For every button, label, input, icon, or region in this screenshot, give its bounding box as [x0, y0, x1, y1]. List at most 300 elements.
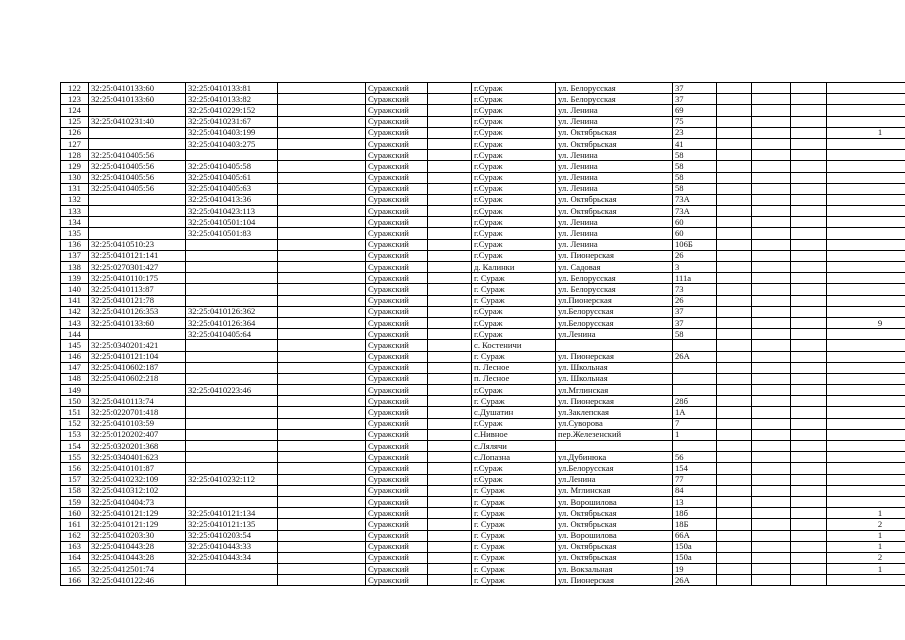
table-row [61, 239, 905, 250]
extra-col-2 [752, 138, 791, 149]
extra-col-3 [791, 105, 827, 116]
district-name: Суражский [366, 194, 428, 205]
extra-col-1 [717, 575, 752, 586]
house-number: 60 [673, 228, 717, 239]
sub-cadastral-number [186, 418, 278, 429]
sub-cadastral-number [186, 340, 278, 351]
street-name: ул. Ленина [556, 183, 673, 194]
extra-col-3 [791, 194, 827, 205]
blank-col-2 [428, 239, 472, 250]
extra-col-3 [791, 396, 827, 407]
district-name: Суражский [366, 306, 428, 317]
extra-col-2 [752, 194, 791, 205]
row-number: 135 [61, 228, 89, 239]
extra-col-2 [752, 239, 791, 250]
cadastral-number: 32:25:0410203:30 [89, 530, 186, 541]
blank-col [278, 329, 366, 340]
table-row [61, 463, 905, 474]
table-row [61, 317, 905, 328]
sub-cadastral-number: 32:25:0410423:113 [186, 206, 278, 217]
house-number: 111а [673, 273, 717, 284]
district-name: Суражский [366, 519, 428, 530]
settlement-name: г. Сураж [472, 519, 556, 530]
table-row [61, 183, 905, 194]
blank-col [278, 105, 366, 116]
row-number: 159 [61, 496, 89, 507]
extra-col-3 [791, 306, 827, 317]
table-row [61, 161, 905, 172]
sub-cadastral-number: 32:25:0410403:199 [186, 127, 278, 138]
table-row [61, 127, 905, 138]
extra-col-2 [752, 217, 791, 228]
count-col: 1 [827, 127, 905, 138]
blank-col [278, 429, 366, 440]
street-name: ул.Ленина [556, 329, 673, 340]
extra-col-3 [791, 150, 827, 161]
extra-col-2 [752, 206, 791, 217]
district-name: Суражский [366, 474, 428, 485]
blank-col-2 [428, 496, 472, 507]
sub-cadastral-number [186, 150, 278, 161]
cadastral-number: 32:25:0410510:23 [89, 239, 186, 250]
blank-col-2 [428, 351, 472, 362]
cadastral-number: 32:25:0410121:129 [89, 519, 186, 530]
cadastral-number [89, 138, 186, 149]
blank-col-2 [428, 194, 472, 205]
count-col [827, 485, 905, 496]
house-number: 3 [673, 262, 717, 273]
blank-col-2 [428, 94, 472, 105]
house-number [673, 441, 717, 452]
street-name: ул. Школьная [556, 362, 673, 373]
extra-col-2 [752, 317, 791, 328]
blank-col [278, 262, 366, 273]
extra-col-2 [752, 284, 791, 295]
extra-col-2 [752, 452, 791, 463]
extra-col-3 [791, 295, 827, 306]
row-number: 134 [61, 217, 89, 228]
cadastral-number: 32:25:0410133:60 [89, 317, 186, 328]
blank-col-2 [428, 340, 472, 351]
sub-cadastral-number: 32:25:0410133:81 [186, 83, 278, 94]
district-name: Суражский [366, 206, 428, 217]
extra-col-1 [717, 194, 752, 205]
blank-col-2 [428, 172, 472, 183]
extra-col-3 [791, 161, 827, 172]
row-number: 125 [61, 116, 89, 127]
row-number: 161 [61, 519, 89, 530]
street-name: ул. Ворошилова [556, 530, 673, 541]
blank-col-2 [428, 206, 472, 217]
blank-col [278, 306, 366, 317]
sub-cadastral-number [186, 295, 278, 306]
extra-col-2 [752, 161, 791, 172]
blank-col-2 [428, 418, 472, 429]
extra-col-2 [752, 116, 791, 127]
extra-col-3 [791, 340, 827, 351]
count-col [827, 351, 905, 362]
house-number: 84 [673, 485, 717, 496]
cadastral-number: 32:25:0270301:427 [89, 262, 186, 273]
street-name: ул.Заклепская [556, 407, 673, 418]
district-name: Суражский [366, 385, 428, 396]
cadastral-number: 32:25:0410405:56 [89, 172, 186, 183]
extra-col-1 [717, 385, 752, 396]
street-name: ул. Ленина [556, 217, 673, 228]
sub-cadastral-number: 32:25:0410405:61 [186, 172, 278, 183]
house-number: 58 [673, 329, 717, 340]
extra-col-3 [791, 541, 827, 552]
table-row [61, 474, 905, 485]
house-number: 28б [673, 396, 717, 407]
blank-col-2 [428, 262, 472, 273]
sub-cadastral-number: 32:25:0410121:134 [186, 508, 278, 519]
street-name [556, 441, 673, 452]
extra-col-2 [752, 373, 791, 384]
settlement-name: г.Сураж [472, 206, 556, 217]
extra-col-3 [791, 94, 827, 105]
district-name: Суражский [366, 508, 428, 519]
extra-col-3 [791, 250, 827, 261]
settlement-name: г.Сураж [472, 250, 556, 261]
table-body [61, 83, 905, 586]
row-number: 149 [61, 385, 89, 396]
table-row [61, 575, 905, 586]
count-col [827, 362, 905, 373]
blank-col-2 [428, 217, 472, 228]
blank-col-2 [428, 385, 472, 396]
row-number: 124 [61, 105, 89, 116]
sub-cadastral-number [186, 396, 278, 407]
count-col [827, 161, 905, 172]
settlement-name: г.Сураж [472, 463, 556, 474]
extra-col-3 [791, 385, 827, 396]
settlement-name: г.Сураж [472, 172, 556, 183]
extra-col-1 [717, 138, 752, 149]
sub-cadastral-number: 32:25:0410231:67 [186, 116, 278, 127]
sub-cadastral-number [186, 452, 278, 463]
blank-col-2 [428, 306, 472, 317]
settlement-name: г. Сураж [472, 508, 556, 519]
count-col [827, 273, 905, 284]
extra-col-2 [752, 564, 791, 575]
blank-col [278, 138, 366, 149]
sub-cadastral-number: 32:25:0410223:46 [186, 385, 278, 396]
district-name: Суражский [366, 362, 428, 373]
settlement-name: г.Сураж [472, 183, 556, 194]
table-row [61, 295, 905, 306]
table-row [61, 385, 905, 396]
table-row [61, 217, 905, 228]
street-name: ул. Октябрьская [556, 508, 673, 519]
street-name: ул. Ленина [556, 239, 673, 250]
sub-cadastral-number: 32:25:0410232:112 [186, 474, 278, 485]
blank-col-2 [428, 150, 472, 161]
extra-col-3 [791, 262, 827, 273]
count-col [827, 217, 905, 228]
table-row [61, 373, 905, 384]
blank-col-2 [428, 463, 472, 474]
blank-col [278, 172, 366, 183]
extra-col-1 [717, 429, 752, 440]
house-number: 7 [673, 418, 717, 429]
row-number: 165 [61, 564, 89, 575]
extra-col-3 [791, 418, 827, 429]
cadastral-number: 32:25:0410405:56 [89, 150, 186, 161]
row-number: 142 [61, 306, 89, 317]
blank-col [278, 83, 366, 94]
table-row [61, 441, 905, 452]
extra-col-2 [752, 83, 791, 94]
street-name: ул. Ленина [556, 150, 673, 161]
cadastral-number: 32:25:0410121:78 [89, 295, 186, 306]
row-number: 127 [61, 138, 89, 149]
street-name: ул. Ленина [556, 228, 673, 239]
blank-col [278, 150, 366, 161]
extra-col-1 [717, 407, 752, 418]
blank-col [278, 116, 366, 127]
blank-col [278, 541, 366, 552]
extra-col-3 [791, 441, 827, 452]
sub-cadastral-number: 32:25:0410203:54 [186, 530, 278, 541]
cadastral-number: 32:25:0120202:407 [89, 429, 186, 440]
blank-col-2 [428, 284, 472, 295]
row-number: 155 [61, 452, 89, 463]
district-name: Суражский [366, 217, 428, 228]
table-row [61, 284, 905, 295]
street-name: ул.Дубинюка [556, 452, 673, 463]
row-number: 122 [61, 83, 89, 94]
extra-col-1 [717, 541, 752, 552]
blank-col [278, 373, 366, 384]
extra-col-2 [752, 105, 791, 116]
blank-col-2 [428, 575, 472, 586]
extra-col-3 [791, 127, 827, 138]
house-number: 23 [673, 127, 717, 138]
district-name: Суражский [366, 295, 428, 306]
sub-cadastral-number [186, 564, 278, 575]
sub-cadastral-number: 32:25:0410443:34 [186, 552, 278, 563]
blank-col-2 [428, 485, 472, 496]
extra-col-3 [791, 116, 827, 127]
sub-cadastral-number [186, 463, 278, 474]
extra-col-1 [717, 150, 752, 161]
extra-col-1 [717, 206, 752, 217]
cadastral-number [89, 385, 186, 396]
extra-col-3 [791, 373, 827, 384]
district-name: Суражский [366, 105, 428, 116]
sub-cadastral-number [186, 351, 278, 362]
count-col [827, 474, 905, 485]
count-col: 9 [827, 317, 905, 328]
table-row [61, 83, 905, 94]
extra-col-1 [717, 508, 752, 519]
blank-col-2 [428, 127, 472, 138]
street-name: ул. Ворошилова [556, 496, 673, 507]
cadastral-number: 32:25:0410232:109 [89, 474, 186, 485]
settlement-name: г. Сураж [472, 273, 556, 284]
extra-col-2 [752, 575, 791, 586]
extra-col-1 [717, 172, 752, 183]
extra-col-2 [752, 418, 791, 429]
house-number: 18б [673, 508, 717, 519]
count-col [827, 83, 905, 94]
blank-col [278, 217, 366, 228]
settlement-name: г. Сураж [472, 496, 556, 507]
blank-col-2 [428, 228, 472, 239]
district-name: Суражский [366, 530, 428, 541]
blank-col-2 [428, 519, 472, 530]
extra-col-3 [791, 575, 827, 586]
extra-col-1 [717, 105, 752, 116]
district-name: Суражский [366, 228, 428, 239]
extra-col-2 [752, 407, 791, 418]
extra-col-2 [752, 250, 791, 261]
street-name: пер.Железенский [556, 429, 673, 440]
table-row [61, 306, 905, 317]
house-number: 58 [673, 172, 717, 183]
settlement-name: п. Лесное [472, 362, 556, 373]
extra-col-1 [717, 418, 752, 429]
district-name: Суражский [366, 150, 428, 161]
street-name: ул. Пионерская [556, 250, 673, 261]
extra-col-3 [791, 564, 827, 575]
district-name: Суражский [366, 127, 428, 138]
house-number: 69 [673, 105, 717, 116]
table-row [61, 105, 905, 116]
extra-col-3 [791, 329, 827, 340]
extra-col-2 [752, 273, 791, 284]
district-name: Суражский [366, 541, 428, 552]
district-name: Суражский [366, 463, 428, 474]
street-name: ул. Белорусская [556, 273, 673, 284]
blank-col [278, 250, 366, 261]
house-number: 58 [673, 150, 717, 161]
extra-col-1 [717, 306, 752, 317]
district-name: Суражский [366, 317, 428, 328]
count-col [827, 340, 905, 351]
count-col [827, 452, 905, 463]
street-name: ул. Белорусская [556, 284, 673, 295]
street-name: ул. Школьная [556, 373, 673, 384]
extra-col-3 [791, 183, 827, 194]
extra-col-1 [717, 485, 752, 496]
row-number: 130 [61, 172, 89, 183]
row-number: 152 [61, 418, 89, 429]
street-name: ул. Пионерская [556, 351, 673, 362]
street-name: ул. Вокзальная [556, 564, 673, 575]
extra-col-1 [717, 441, 752, 452]
district-name: Суражский [366, 172, 428, 183]
extra-col-2 [752, 351, 791, 362]
settlement-name: г. Сураж [472, 541, 556, 552]
settlement-name: г.Сураж [472, 116, 556, 127]
district-name: Суражский [366, 485, 428, 496]
extra-col-1 [717, 284, 752, 295]
settlement-name: г.Сураж [472, 150, 556, 161]
street-name: ул.Пионерская [556, 295, 673, 306]
blank-col-2 [428, 295, 472, 306]
house-number: 75 [673, 116, 717, 127]
blank-col [278, 530, 366, 541]
blank-col [278, 496, 366, 507]
row-number: 141 [61, 295, 89, 306]
cadastral-number: 32:25:0410231:40 [89, 116, 186, 127]
extra-col-3 [791, 138, 827, 149]
table-row [61, 138, 905, 149]
extra-col-3 [791, 239, 827, 250]
extra-col-2 [752, 530, 791, 541]
table-row [61, 94, 905, 105]
blank-col [278, 351, 366, 362]
blank-col [278, 407, 366, 418]
sub-cadastral-number: 32:25:0410126:364 [186, 317, 278, 328]
table-row [61, 228, 905, 239]
street-name: ул.Суворова [556, 418, 673, 429]
district-name: Суражский [366, 284, 428, 295]
blank-col-2 [428, 508, 472, 519]
cadastral-number [89, 206, 186, 217]
extra-col-3 [791, 83, 827, 94]
table-row [61, 194, 905, 205]
count-col [827, 496, 905, 507]
blank-col-2 [428, 429, 472, 440]
table-row [61, 541, 905, 552]
extra-col-2 [752, 362, 791, 373]
table-row [61, 340, 905, 351]
count-col: 1 [827, 530, 905, 541]
table-row [61, 172, 905, 183]
table-row [61, 564, 905, 575]
extra-col-2 [752, 94, 791, 105]
extra-col-3 [791, 552, 827, 563]
house-number: 37 [673, 317, 717, 328]
count-col [827, 250, 905, 261]
row-number: 147 [61, 362, 89, 373]
count-col [827, 194, 905, 205]
cadastral-number: 32:25:0410405:56 [89, 161, 186, 172]
count-col: 1 [827, 564, 905, 575]
extra-col-3 [791, 429, 827, 440]
row-number: 131 [61, 183, 89, 194]
blank-col-2 [428, 452, 472, 463]
blank-col-2 [428, 183, 472, 194]
settlement-name: г.Сураж [472, 317, 556, 328]
blank-col [278, 127, 366, 138]
blank-col-2 [428, 564, 472, 575]
house-number: 26 [673, 295, 717, 306]
row-number: 156 [61, 463, 89, 474]
blank-col-2 [428, 273, 472, 284]
sub-cadastral-number [186, 407, 278, 418]
extra-col-2 [752, 519, 791, 530]
blank-col [278, 564, 366, 575]
house-number: 66А [673, 530, 717, 541]
extra-col-3 [791, 496, 827, 507]
cadastral-number: 32:25:0320201:368 [89, 441, 186, 452]
house-number: 106Б [673, 239, 717, 250]
district-name: Суражский [366, 262, 428, 273]
table-row [61, 519, 905, 530]
row-number: 148 [61, 373, 89, 384]
cadastral-number: 32:25:0410113:74 [89, 396, 186, 407]
district-name: Суражский [366, 351, 428, 362]
table-row [61, 530, 905, 541]
street-name [556, 340, 673, 351]
extra-col-2 [752, 306, 791, 317]
district-name: Суражский [366, 418, 428, 429]
extra-col-1 [717, 496, 752, 507]
